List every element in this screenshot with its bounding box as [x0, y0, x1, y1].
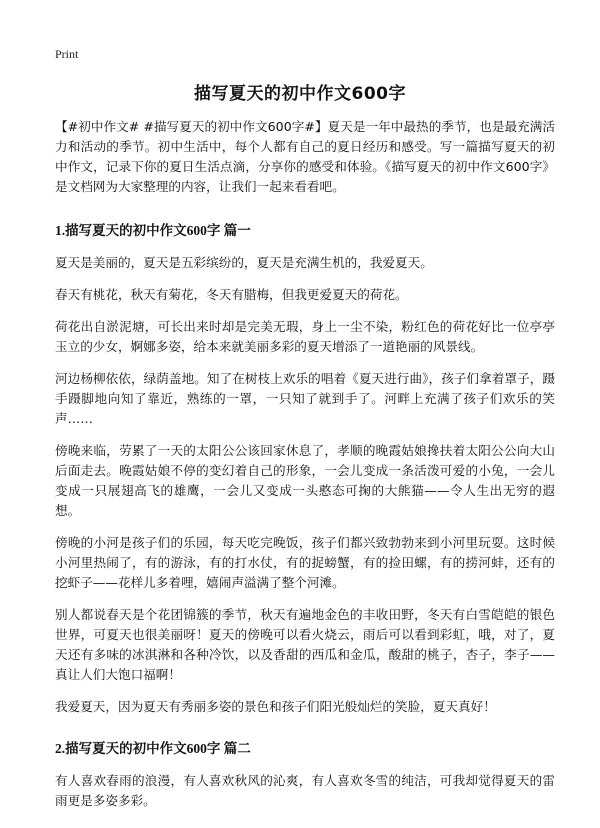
paragraph: 有人喜欢春雨的浪漫，有人喜欢秋风的沁爽，有人喜欢冬雪的纯洁，可我却觉得夏天的雷雨更是多姿多彩。 — [55, 773, 555, 808]
paragraph: 夏天是美丽的，夏天是五彩缤纷的，夏天是充满生机的，我爱夏天。 — [55, 255, 433, 270]
paragraph: 荷花出自淤泥塘，可长出来时却是完美无瑕，身上一尘不染，粉红色的荷花好比一位亭亭玉立的少女，婀娜多姿，给本来就美丽多彩的夏天增添了一道艳丽的风景线。 — [55, 319, 555, 354]
paragraph: 河边杨柳依依，绿荫盖地。知了在树枝上欢乐的唱着《夏天进行曲》，孩子们拿着罩子，蹑手蹑脚地向知了靠近，熟练的一罩，一只知了就到手了。河畔上充满了孩子们欢乐的笑声…… — [55, 371, 555, 426]
section-heading: 2.描写夏天的初中作文600字 篇二 — [55, 741, 251, 756]
paragraph: 春天有桃花，秋天有菊花，冬天有腊梅，但我更爱夏天的荷花。 — [55, 287, 408, 302]
page-title: 描写夏天的初中作文600字 — [194, 84, 406, 104]
section-heading: 1.描写夏天的初中作文600字 篇一 — [55, 223, 251, 238]
paragraph: 别人都说春天是个花团锦簇的季节，秋天有遍地金色的丰收田野，冬天有白雪皑皑的银色世界，可夏天也很美丽呀！夏天的傍晚可以看火烧云，雨后可以看到彩虹，哦，对了，夏天还有多味的冰淇淋和各种冷饮，以及香甜的西瓜和金瓜，酸甜的桃子，杏子，李子——真让人们大饱口福啊！ — [55, 607, 555, 682]
paragraph: 我爱夏天，因为夏天有秀丽多姿的景色和孩子们阳光般灿烂的笑脸，夏天真好！ — [55, 699, 496, 714]
article-body — [55, 117, 555, 823]
paragraph: 傍晚的小河是孩子们的乐园，每天吃完晚饭，孩子们都兴致勃勃来到小河里玩耍。这时候小河里热闹了，有的游泳，有的打水仗，有的捉螃蟹，有的捡田螺，有的捞河蚌，还有的挖虾子——花样儿多着哩，嬉闹声溢满了整个河滩。 — [55, 535, 555, 590]
paragraph: 傍晚来临，劳累了一天的太阳公公该回家休息了，孝顺的晚霞姑娘搀扶着太阳公公向大山后面走去。晚霞姑娘不停的变幻着自己的形象，一会儿变成一条活泼可爱的小兔，一会儿变成一只展翅高飞的雄鹰，一会儿又变成一头憨态可掬的大熊猫——令人生出无穷的遐想。 — [55, 443, 555, 518]
print-link[interactable]: Print — [55, 47, 79, 61]
intro-paragraph: 【#初中作文# #描写夏天的初中作文600字#】夏天是一年中最热的季节，也是最充满活力和活动的季节。初中生活中，每个人都有自己的夏日经历和感受。写一篇描写夏天的初中作文，记录下你的夏日生活点滴，分享你的感受和体验。《描写夏天的初中作文600字》是文档网为大家整理的内容，让我们一起来看看吧。 — [55, 119, 555, 194]
